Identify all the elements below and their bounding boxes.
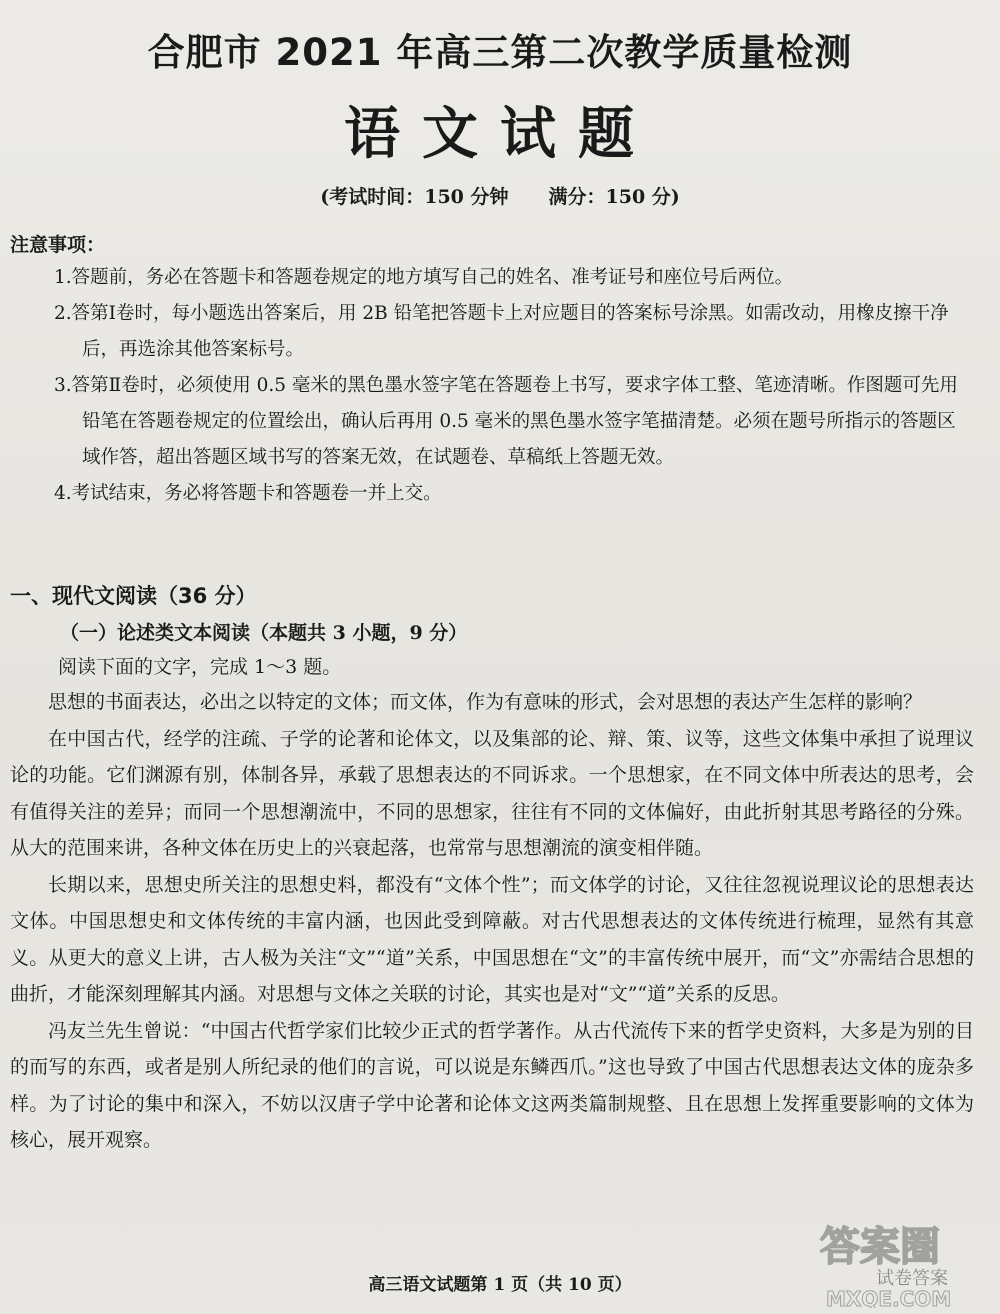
exam-time: (考试时间：150 分钟 — [320, 186, 509, 208]
watermark-text: 答案圈 — [820, 1224, 940, 1270]
passage-paragraph: 思想的书面表达，必出之以特定的文体；而文体，作为有意味的形式，会对思想的表达产生怎样的影响？ — [48, 691, 923, 713]
notice-item: 4.考试结束，务必将答题卡和答题卷一并上交。 — [54, 483, 442, 504]
notice-item: 2.答第Ⅰ卷时，每小题选出答案后，用 2B 铅笔把答题卡上对应题目的答案标号涂黑。如需改动，用橡皮擦干净后，再选涂其他答案标号。 — [54, 303, 949, 360]
exam-title: 合肥市 2021 年高三第二次教学质量检测 — [147, 31, 853, 74]
subject-title: 语文试题 — [344, 101, 656, 167]
watermark-logo — [816, 1218, 986, 1308]
exam-full-score: 满分：150 分) — [548, 186, 680, 208]
reading-passage — [10, 684, 974, 1159]
page-footer: 高三语文试题第 1 页（共 10 页） — [368, 1275, 632, 1295]
subsection-heading: （一）论述类文本阅读（本题共 3 小题，9 分） — [60, 622, 468, 644]
reading-instruction: 阅读下面的文字，完成 1～3 题。 — [58, 656, 342, 678]
notice-item: 3.答第Ⅱ卷时，必须使用 0.5 毫米的黑色墨水签字笔在答题卷上书写，要求字体工整、笔迹清晰。作图题可先用铅笔在答题卷规定的位置绘出，确认后再用 0.5 毫米的黑色墨水签字笔描清楚。必须在题号所指示的答题区域作答，超出答题区域书写的答案无效，在试题卷、草稿纸上答题无效。 — [54, 375, 958, 468]
watermark-url: MXQE.COM — [826, 1287, 952, 1308]
passage-paragraph: 冯友兰先生曾说：“中国古代哲学家们比较少正式的哲学著作。从古代流传下来的哲学史资料，大多是为别的目的而写的东西，或者是别人所纪录的他们的言说，可以说是东鳞西爪。”这也导致了中国古代思想表达文体的庞杂多样。为了讨论的集中和深入，不妨以汉唐子学中论著和论体文这两类篇制规整、且在思想上发挥重要影响的文体为核心，展开观察。 — [10, 1019, 974, 1151]
watermark-sub: 试卷答案 — [876, 1268, 948, 1289]
exam-info — [0, 182, 1000, 209]
notice-heading: 注意事项： — [10, 234, 106, 256]
notice-list — [54, 260, 974, 512]
notice-item: 1.答题前，务必在答题卡和答题卷规定的地方填写自己的姓名、准考证号和座位号后两位。 — [54, 267, 794, 288]
passage-paragraph: 长期以来，思想史所关注的思想史料，都没有“文体个性”；而文体学的讨论，又往往忽视说理议论的思想表达文体。中国思想史和文体传统的丰富内涵，也因此受到障蔽。对古代思想表达的文体传统进行梳理，显然有其意义。从更大的意义上讲，古人极为关注“文”“道”关系，中国思想在“文”的丰富传统中展开，而“文”亦需结合思想的曲折，才能深刻理解其内涵。对思想与文体之关联的讨论，其实也是对“文”“道”关系的反思。 — [10, 873, 974, 1005]
passage-paragraph: 在中国古代，经学的注疏、子学的论著和论体文，以及集部的论、辩、策、议等，这些文体集中承担了说理议论的功能。它们渊源有别，体制各异，承载了思想表达的不同诉求。一个思想家，在不同文体中所表达的思考，会有值得关注的差异；而同一个思想潮流中，不同的思想家，往往有不同的文体偏好，由此折射其思考路径的分殊。从大的范围来讲，各种文体在历史上的兴衰起落，也常常与思想潮流的演变相伴随。 — [10, 727, 974, 859]
section-heading: 一、现代文阅读（36 分） — [10, 584, 257, 608]
